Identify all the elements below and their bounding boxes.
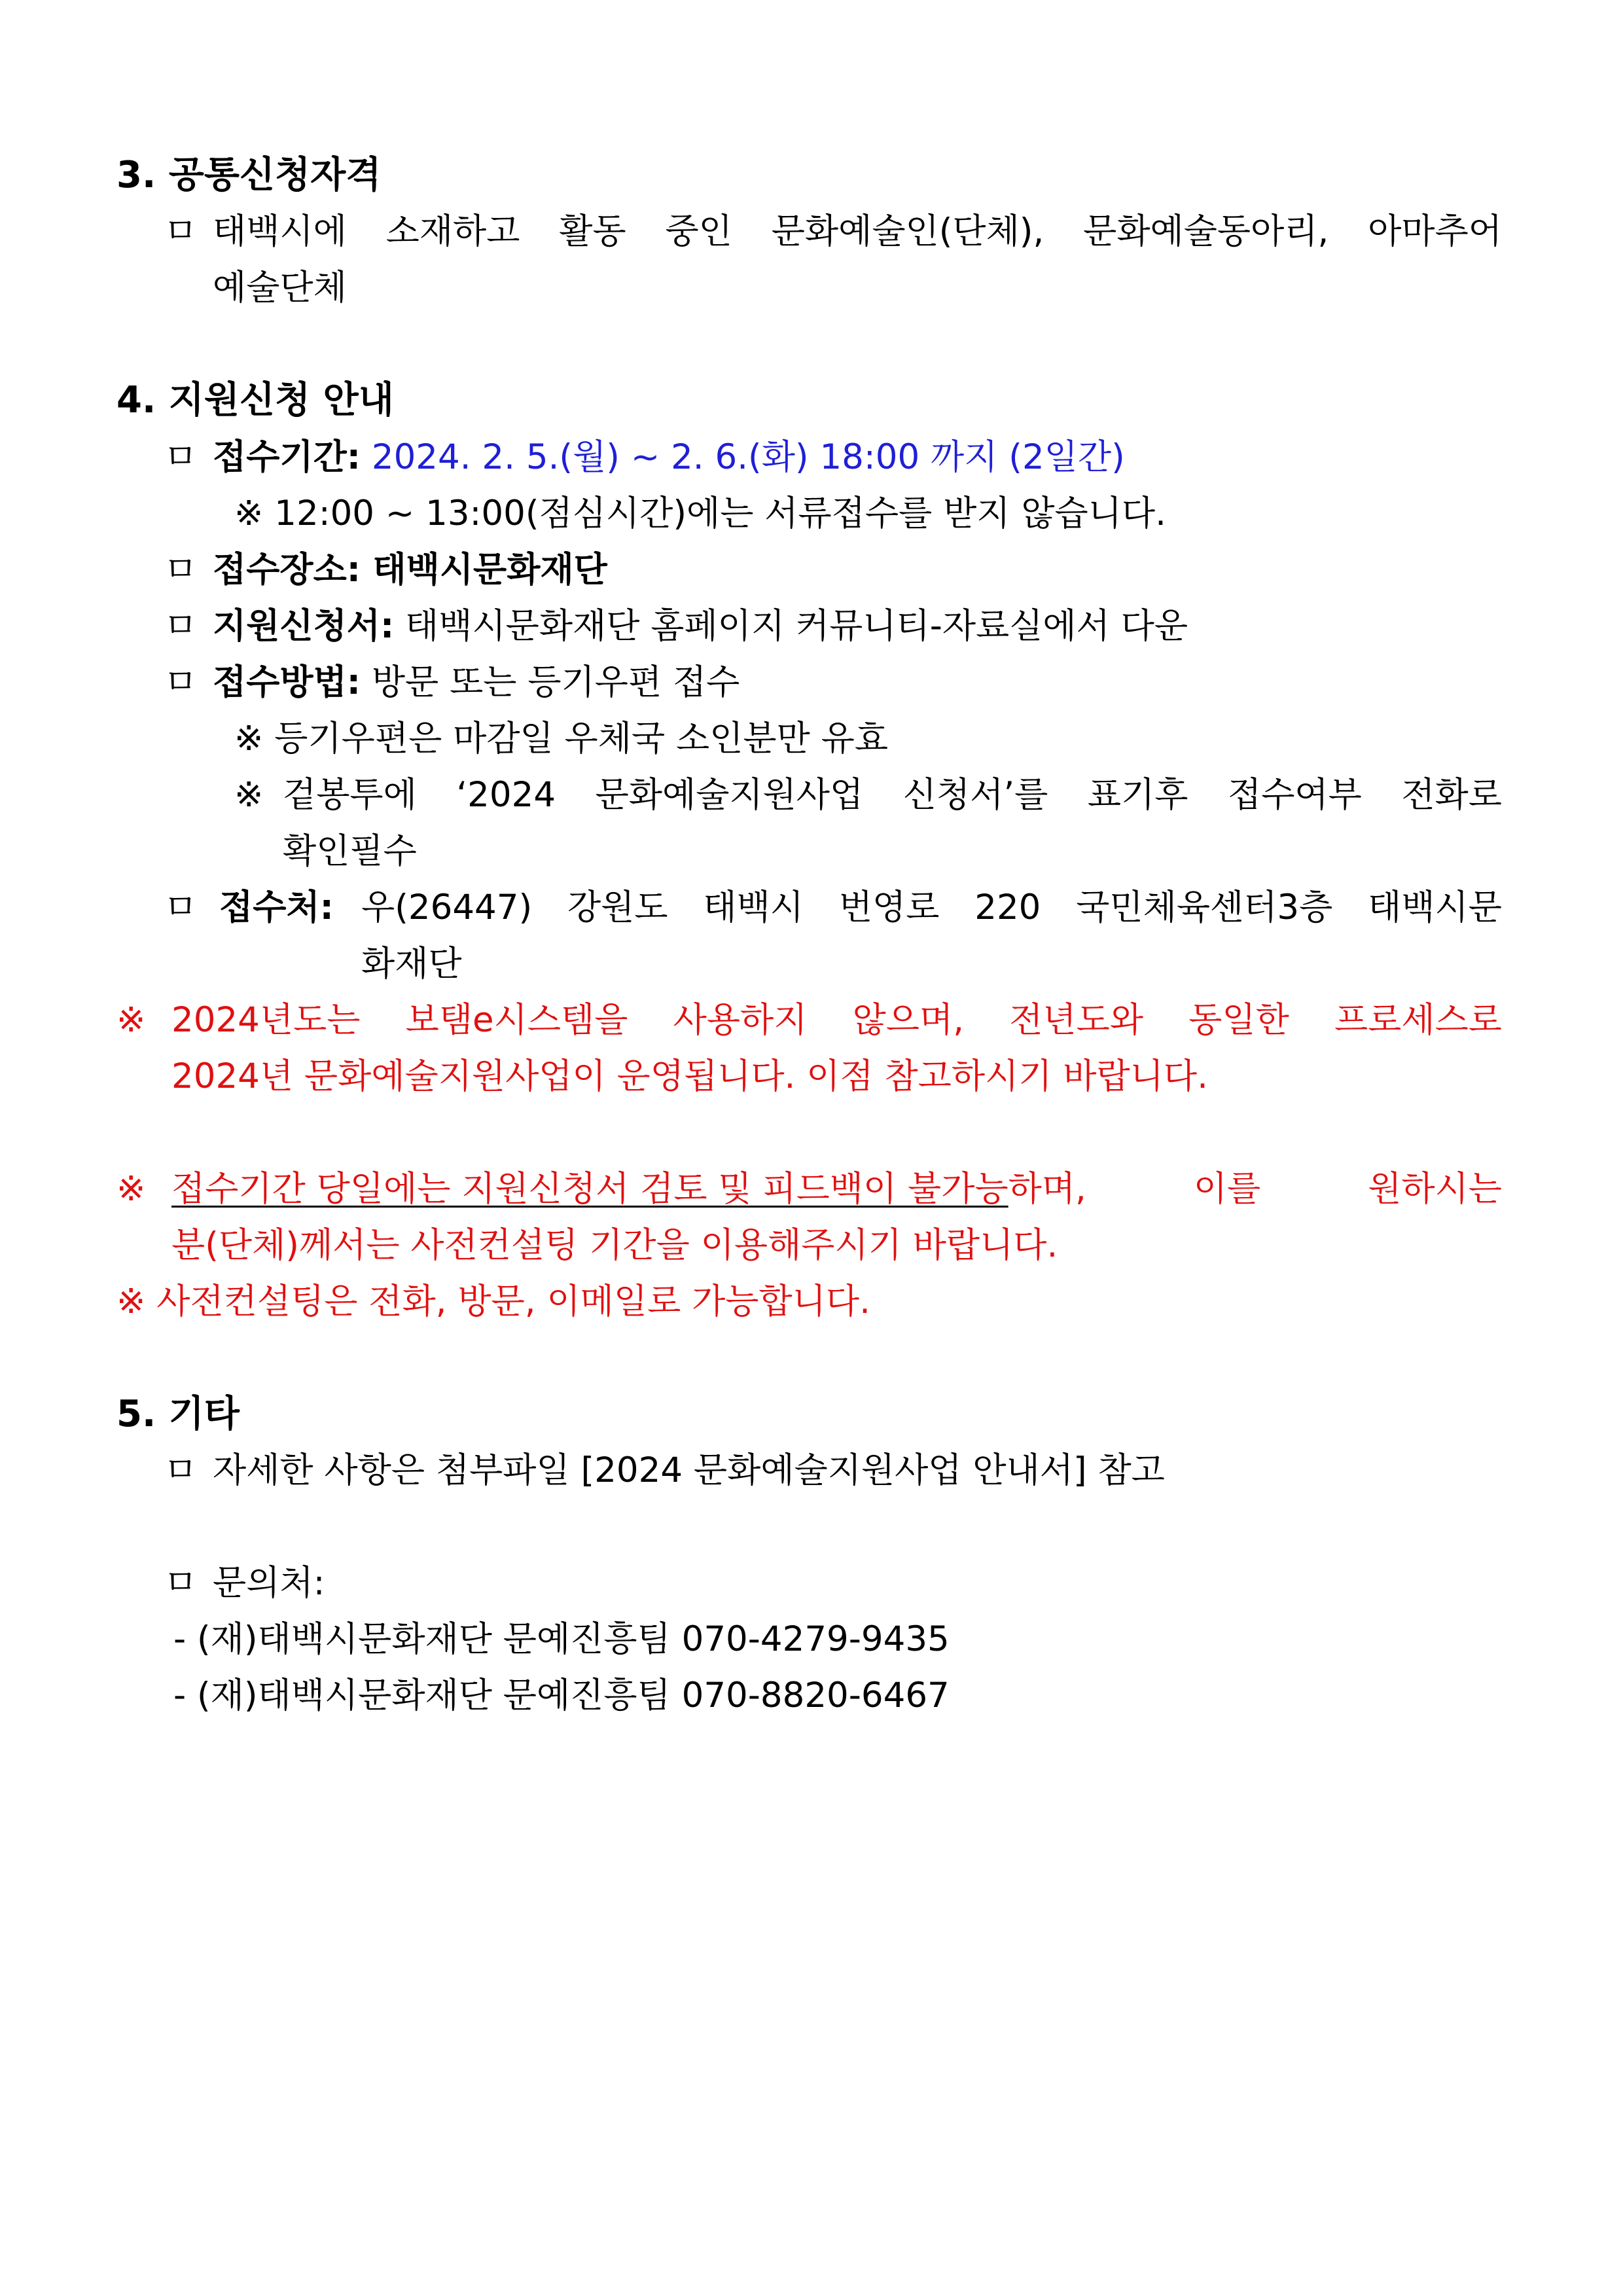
word: 우(26447) — [361, 888, 533, 927]
place-value: 태백시문화재단 — [372, 550, 607, 590]
word: 국민체육센터3층 — [1076, 888, 1333, 927]
notice-2-text — [171, 1168, 1502, 1210]
method-row — [213, 662, 740, 704]
word: 전화로 — [1401, 775, 1502, 815]
section-5-title: 5. 기타 — [116, 1393, 240, 1435]
word: 하며, — [1008, 1169, 1086, 1209]
word: 신청서’를 — [902, 775, 1048, 815]
place-row — [213, 549, 607, 591]
word: 활동 — [559, 211, 626, 251]
notice-2-cont: 분(단체)께서는 사전컨설팅 기간을 이용해주시기 바랍니다. — [171, 1225, 1058, 1265]
eligibility-text — [213, 211, 1502, 253]
notice-2-underlined: 접수기간 당일에는 지원신청서 검토 및 피드백이 불가능 — [171, 1169, 1008, 1209]
eligibility-text-cont: 예술단체 — [213, 268, 347, 308]
notice-1-text — [171, 999, 1502, 1041]
word: 220 — [974, 888, 1041, 927]
bullet: ㅁ — [164, 550, 198, 590]
bullet: ㅁ — [164, 662, 198, 702]
reference-text: 자세한 사항은 첨부파일 [2024 문화예술지원사업 안내서] 참고 — [213, 1450, 1165, 1490]
bullet: ㅁ — [164, 606, 198, 646]
contact-line-1: - (재)태백시문화재단 문예진흥팀 070-4279-9435 — [173, 1619, 950, 1659]
word: 아마추어 — [1368, 211, 1502, 251]
word: ‘2024 — [456, 775, 556, 815]
method-note-2-text — [283, 774, 1502, 816]
method-note-1 — [234, 718, 888, 760]
word: 겉봉투에 — [283, 775, 417, 815]
form-row — [213, 605, 1188, 647]
word: 문화예술지원사업 — [595, 775, 864, 815]
place-label: 접수장소: — [213, 550, 361, 590]
address-text — [361, 887, 1502, 929]
period-row — [213, 437, 1125, 478]
notice-2-rest — [1008, 1168, 1502, 1210]
reference-mark: ※ — [234, 493, 264, 533]
word: 전년도와 — [1009, 1000, 1144, 1040]
word: 프로세스로 — [1334, 1000, 1502, 1040]
notice-3: ※ 사전컨설팅은 전화, 방문, 이메일로 가능합니다. — [116, 1282, 870, 1321]
contact-label: 문의처: — [213, 1563, 325, 1603]
reference-mark: ※ — [234, 719, 264, 759]
method-note-2-cont: 확인필수 — [283, 831, 417, 871]
period-note — [234, 493, 1166, 535]
word: 중인 — [665, 211, 732, 251]
form-label: 지원신청서: — [213, 606, 395, 646]
word: 접수여부 — [1228, 775, 1362, 815]
method-value: 방문 또는 등기우편 접수 — [371, 662, 740, 702]
word: 않으며, — [852, 1000, 965, 1040]
word: 문화예술인(단체), — [771, 211, 1044, 251]
word: 태백시에 — [213, 211, 347, 251]
bullet: ㅁ — [164, 888, 198, 927]
section-4-title: 4. 지원신청 안내 — [116, 379, 394, 422]
contact-line-2: - (재)태백시문화재단 문예진흥팀 070-8820-6467 — [173, 1676, 950, 1715]
bullet: ㅁ — [164, 1450, 198, 1490]
word: 번영로 — [838, 888, 940, 927]
reference-mark: ※ — [234, 775, 264, 815]
section-3-title: 3. 공통신청자격 — [116, 154, 382, 196]
notice-1-cont: 2024년 문화예술지원사업이 운영됩니다. 이점 참고하시기 바랍니다. — [171, 1056, 1208, 1096]
form-value: 태백시문화재단 홈페이지 커뮤니티-자료실에서 다운 — [405, 606, 1188, 646]
period-label: 접수기간: — [213, 437, 361, 477]
word: 표기후 — [1087, 775, 1188, 815]
bullet: ㅁ — [164, 437, 198, 477]
address-text-cont: 화재단 — [361, 944, 462, 984]
word: 태백시문 — [1368, 888, 1502, 927]
word: 소재하고 — [385, 211, 520, 251]
bullet: ㅁ — [164, 1563, 198, 1603]
word: 보탬e시스템을 — [405, 1000, 628, 1040]
period-value: 2024. 2. 5.(월) ~ 2. 6.(화) 18:00 까지 (2일간) — [371, 437, 1125, 477]
word: 원하시는 — [1368, 1169, 1502, 1209]
method-label: 접수방법: — [213, 662, 361, 702]
word: 사용하지 — [673, 1000, 808, 1040]
method-note-1-text: 등기우편은 마감일 우체국 소인분만 유효 — [274, 719, 889, 759]
word: 동일한 — [1188, 1000, 1289, 1040]
address-label: 접수처: — [219, 888, 334, 927]
word: 2024년도는 — [171, 1000, 361, 1040]
bullet: ㅁ — [164, 211, 198, 251]
reference-mark: ※ — [116, 1169, 146, 1209]
word: 태백시 — [703, 888, 804, 927]
word: 강원도 — [567, 888, 668, 927]
word: 문화예술동아리, — [1083, 211, 1329, 251]
reference-mark: ※ — [116, 1000, 146, 1040]
word: 이를 — [1193, 1169, 1261, 1209]
period-note-text: 12:00 ~ 13:00(점심시간)에는 서류접수를 받지 않습니다. — [274, 493, 1166, 533]
